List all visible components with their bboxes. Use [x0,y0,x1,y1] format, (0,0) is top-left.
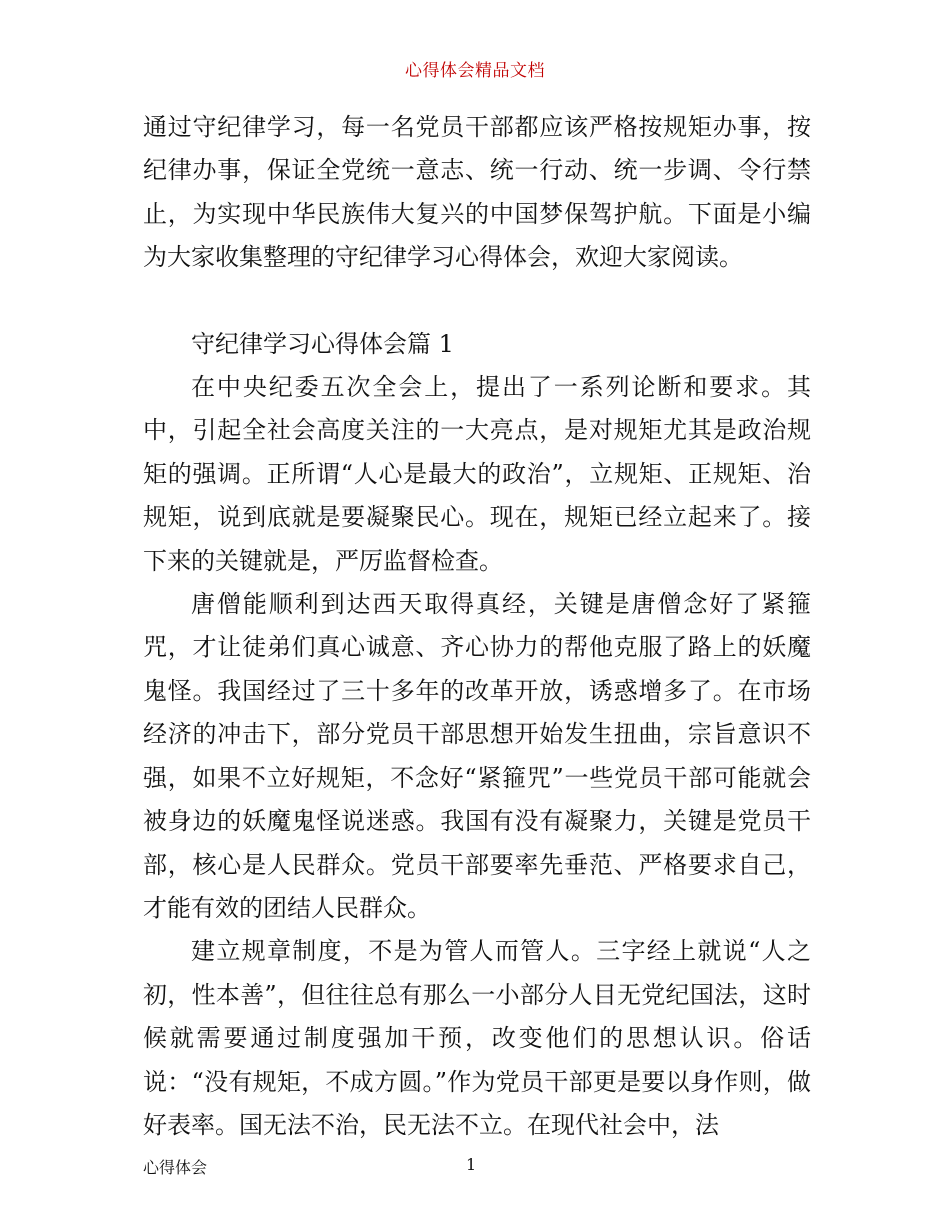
footer-label: 心得体会 [143,1158,208,1177]
document-body [143,106,811,1147]
page-header-title: 心得体会精品文档 [405,61,545,81]
body-paragraph-2: 唐僧能顺利到达西天取得真经，关键是唐僧念好了紧箍咒，才让徒弟们真心诚意、齐心协力的帮他克服了路上的妖魔鬼怪。我国经过了三十多年的改革开放，诱惑增多了。在市场经济的冲击下，部分党员干部思想开始发生扭曲，宗旨意识不强，如果不立好规矩，不念好“紧箍咒”一些党员干部可能就会被身边的妖魔鬼怪说迷惑。我国有没有凝聚力，关键是党员干部，核心是人民群众。党员干部要率先垂范、严格要求自己，才能有效的团结人民群众。 [143,590,811,922]
intro-paragraph: 通过守纪律学习，每一名党员干部都应该严格按规矩办事，按纪律办事，保证全党统一意志、统一行动、统一步调、令行禁止，为实现中华民族伟大复兴的中国梦保驾护航。下面是小编为大家收集整理的守纪律学习心得体会，欢迎大家阅读。 [143,113,811,272]
page-number: 1 [466,1155,477,1174]
body-paragraph-1: 在中央纪委五次全会上，提出了一系列论断和要求。其中，引起全社会高度关注的一大亮点，是对规矩尤其是政治规矩的强调。正所谓“人心是最大的政治”，立规矩、正规矩、治规矩，说到底就是要凝聚民心。现在，规矩已经立起来了。接下来的关键就是，严厉监督检查。 [143,373,811,575]
section-title: 守纪律学习心得体会篇 1 [191,329,454,358]
body-paragraph-3: 建立规章制度，不是为管人而管人。三字经上就说“人之初，性本善”，但往往总有那么一小部分人目无党纪国法，这时候就需要通过制度强加干预，改变他们的思想认识。俗话说：“没有规矩，不成方圆。”作为党员干部更是要以身作则，做好表率。国无法不治，民无法不立。在现代社会中，法 [143,937,811,1139]
